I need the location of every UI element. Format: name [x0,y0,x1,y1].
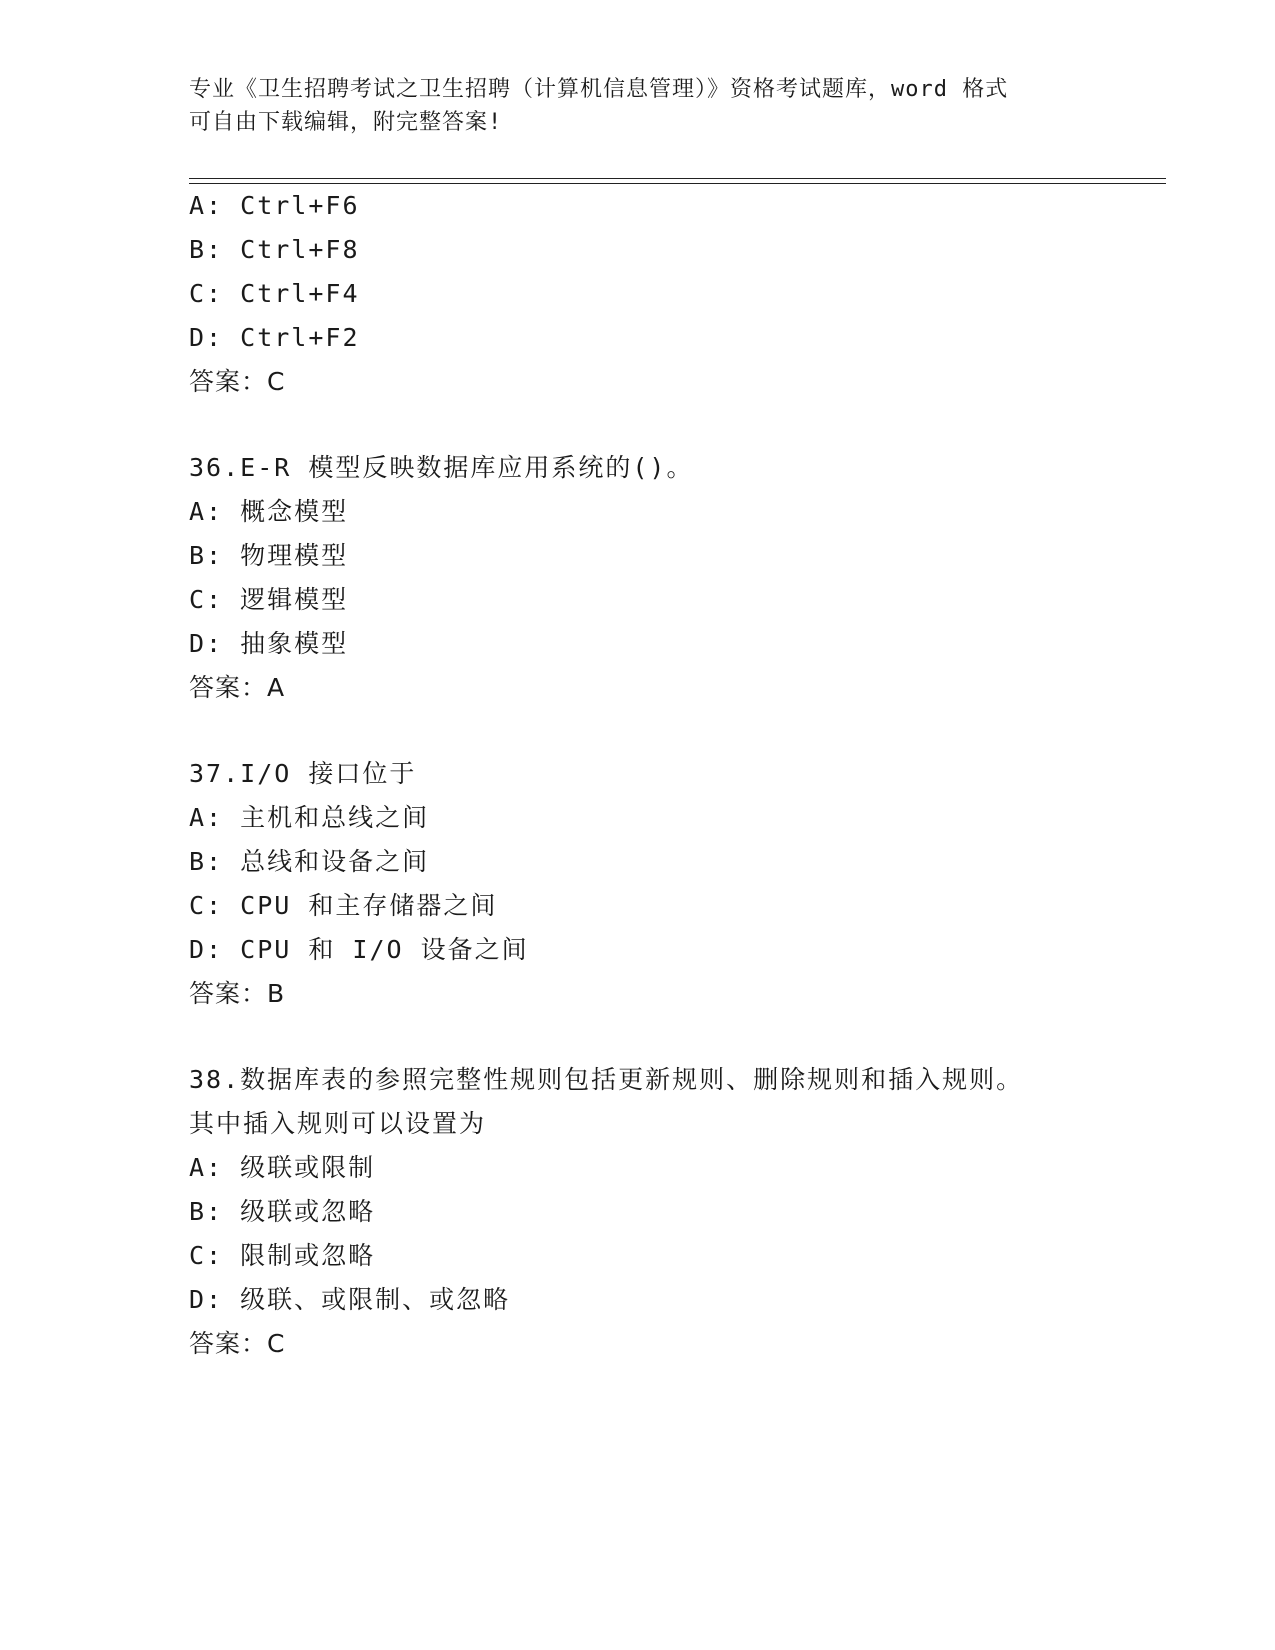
q37-option-d: D: CPU 和 I/O 设备之间 [189,935,529,964]
document-header [189,73,1089,139]
q38-option-d: D: 级联、或限制、或忽略 [189,1285,511,1314]
q36-answer: 答案：A [189,673,286,702]
q35-option-a: A: Ctrl+F6 [189,191,360,220]
header-divider-bottom [189,183,1166,184]
q38-option-b: B: 级联或忽略 [189,1197,376,1226]
q36-stem: 36.E-R 模型反映数据库应用系统的()。 [189,453,694,482]
q38-answer: 答案：C [189,1329,286,1358]
q35-option-c: C: Ctrl+F4 [189,279,360,308]
header-divider-top [189,178,1166,179]
q36-option-d: D: 抽象模型 [189,629,349,658]
q37-stem: 37.I/O 接口位于 [189,759,417,788]
q37-option-b: B: 总线和设备之间 [189,847,430,876]
q36-option-b: B: 物理模型 [189,541,349,570]
header-line-2: 可自由下载编辑，附完整答案! [189,110,503,135]
q36-option-c: C: 逻辑模型 [189,585,349,614]
q37-option-c: C: CPU 和主存储器之间 [189,891,498,920]
q36-option-a: A: 概念模型 [189,497,349,526]
q35-option-d: D: Ctrl+F2 [189,323,360,352]
q37-option-a: A: 主机和总线之间 [189,803,430,832]
q37-answer: 答案：B [189,979,286,1008]
header-line-1: 专业《卫生招聘考试之卫生招聘（计算机信息管理）》资格考试题库，word 格式 [189,77,1009,102]
q38-option-c: C: 限制或忽略 [189,1241,376,1270]
q38-stem-line-2: 其中插入规则可以设置为 [189,1109,487,1138]
q38-option-a: A: 级联或限制 [189,1153,376,1182]
q35-answer: 答案：C [189,367,286,396]
q35-option-b: B: Ctrl+F8 [189,235,360,264]
q38-stem-line-1: 38.数据库表的参照完整性规则包括更新规则、删除规则和插入规则。 [189,1065,1024,1094]
